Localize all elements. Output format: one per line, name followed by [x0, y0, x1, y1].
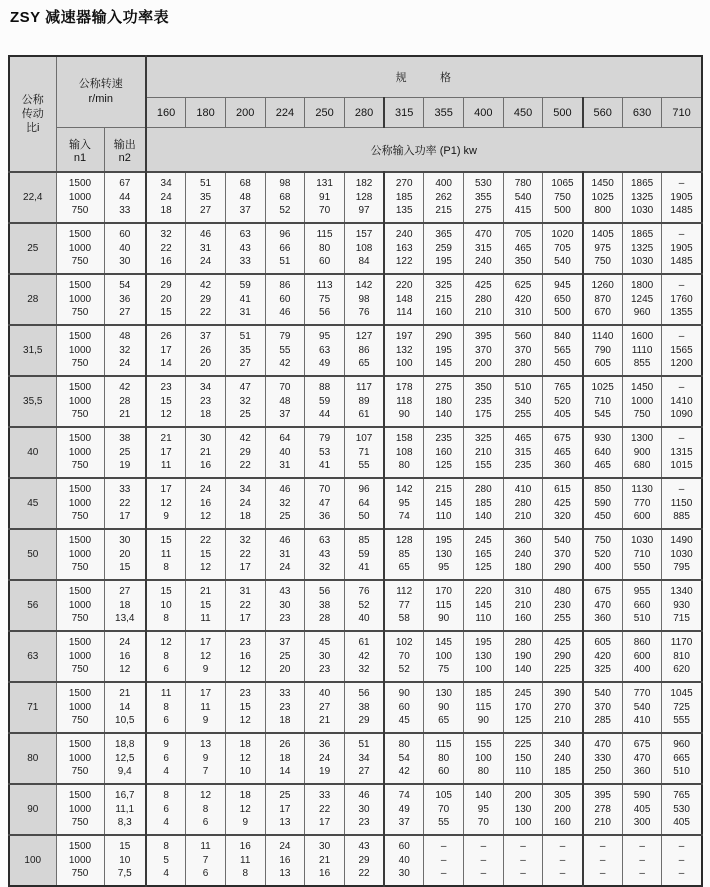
- power-value-cell: 22 15 12: [186, 529, 226, 580]
- power-value-cell: 56 38 29: [344, 682, 384, 733]
- power-value-cell: 85 59 41: [344, 529, 384, 580]
- input-speed-cell: 1500 1000 750: [56, 631, 104, 682]
- ratio-cell: 35,5: [9, 376, 56, 427]
- header-row-bottom: [9, 128, 702, 173]
- power-value-cell: 74 49 37: [384, 784, 424, 835]
- power-value-cell: 40 27 21: [305, 682, 345, 733]
- ratio-cell: 28: [9, 274, 56, 325]
- power-value-cell: 11 8 6: [146, 682, 186, 733]
- power-value-cell: – 1565 1200: [662, 325, 702, 376]
- ratio-block-row: [9, 427, 702, 478]
- power-value-cell: 127 86 65: [344, 325, 384, 376]
- power-value-cell: 350 235 175: [464, 376, 504, 427]
- output-speed-cell: 21 14 10,5: [104, 682, 146, 733]
- power-value-cell: 56 38 28: [305, 580, 345, 631]
- power-value-cell: 64 40 31: [265, 427, 305, 478]
- output-speed-cell: 38 25 19: [104, 427, 146, 478]
- output-speed-cell: 54 36 27: [104, 274, 146, 325]
- power-value-cell: 365 259 195: [424, 223, 464, 274]
- power-value-cell: 113 75 56: [305, 274, 345, 325]
- power-value-cell: 960 665 510: [662, 733, 702, 784]
- power-value-cell: 115 80 60: [305, 223, 345, 274]
- ratio-block-row: [9, 223, 702, 274]
- power-value-cell: 36 24 19: [305, 733, 345, 784]
- power-value-cell: – – –: [583, 835, 623, 886]
- power-value-cell: 131 91 70: [305, 172, 345, 223]
- power-value-cell: – – –: [543, 835, 583, 886]
- power-value-cell: 510 340 255: [503, 376, 543, 427]
- power-value-cell: 470 330 250: [583, 733, 623, 784]
- power-value-cell: 46 31 24: [186, 223, 226, 274]
- input-label: 输入: [69, 138, 91, 151]
- power-value-cell: 245 170 125: [503, 682, 543, 733]
- ratio-cell: 80: [9, 733, 56, 784]
- spec-column-header: 315: [384, 98, 424, 128]
- ratio-cell: 100: [9, 835, 56, 886]
- power-value-cell: 400 262 215: [424, 172, 464, 223]
- power-value-cell: 25 17 13: [265, 784, 305, 835]
- power-table-body: [9, 172, 702, 886]
- input-speed-cell: 1500 1000 750: [56, 325, 104, 376]
- input-speed-cell: 1500 1000 750: [56, 274, 104, 325]
- power-value-cell: 395 370 200: [464, 325, 504, 376]
- power-value-cell: 158 108 80: [384, 427, 424, 478]
- power-value-cell: 70 47 36: [305, 478, 345, 529]
- power-value-cell: 1450 1025 800: [583, 172, 623, 223]
- power-value-cell: – 1315 1015: [662, 427, 702, 478]
- power-value-cell: 290 195 145: [424, 325, 464, 376]
- power-value-cell: 605 420 325: [583, 631, 623, 682]
- power-value-cell: 625 420 310: [503, 274, 543, 325]
- power-value-cell: 275 180 140: [424, 376, 464, 427]
- power-value-cell: 76 52 40: [344, 580, 384, 631]
- power-value-cell: 540 370 285: [583, 682, 623, 733]
- spec-column-header: 200: [225, 98, 265, 128]
- power-value-cell: 80 54 42: [384, 733, 424, 784]
- ratio-header-line: 公称: [21, 94, 44, 106]
- output-speed-cell: 15 10 7,5: [104, 835, 146, 886]
- power-value-cell: 280 185 140: [464, 478, 504, 529]
- power-value-cell: – 1760 1355: [662, 274, 702, 325]
- power-value-cell: 540 370 290: [543, 529, 583, 580]
- spec-column-header: 400: [464, 98, 504, 128]
- power-value-cell: 480 230 255: [543, 580, 583, 631]
- power-value-cell: 33 22 17: [305, 784, 345, 835]
- output-speed-cell: 42 28 21: [104, 376, 146, 427]
- speed-group-header: [56, 56, 146, 128]
- power-value-cell: 51 35 27: [186, 172, 226, 223]
- power-value-cell: 1600 1110 855: [622, 325, 662, 376]
- speed-label: 公称转速: [78, 78, 123, 90]
- power-value-cell: 128 85 65: [384, 529, 424, 580]
- power-value-cell: 46 31 24: [265, 529, 305, 580]
- power-value-cell: 31 22 17: [225, 580, 265, 631]
- power-value-cell: 51 34 27: [344, 733, 384, 784]
- ratio-block-row: [9, 376, 702, 427]
- output-speed-cell: 60 40 30: [104, 223, 146, 274]
- input-speed-cell: 1500 1000 750: [56, 427, 104, 478]
- input-speed-cell: 1500 1000 750: [56, 172, 104, 223]
- input-speed-cell: 1500 1000 750: [56, 529, 104, 580]
- power-value-cell: 59 41 31: [225, 274, 265, 325]
- power-value-cell: – 1905 1485: [662, 172, 702, 223]
- power-value-cell: 43 30 23: [265, 580, 305, 631]
- power-value-cell: 42 29 22: [186, 274, 226, 325]
- power-value-cell: 860 600 400: [622, 631, 662, 682]
- output-sub-label: n2: [118, 151, 131, 164]
- ratio-block-row: [9, 580, 702, 631]
- power-value-cell: 395 278 210: [583, 784, 623, 835]
- power-value-cell: 29 20 15: [146, 274, 186, 325]
- power-value-cell: 390 270 210: [543, 682, 583, 733]
- spec-column-header: 630: [622, 98, 662, 128]
- power-value-cell: 15 10 8: [146, 580, 186, 631]
- power-value-cell: 240 163 122: [384, 223, 424, 274]
- power-value-cell: 60 40 30: [384, 835, 424, 886]
- power-value-cell: 675 465 360: [543, 427, 583, 478]
- power-value-cell: 88 59 44: [305, 376, 345, 427]
- input-speed-cell: 1500 1000 750: [56, 478, 104, 529]
- speed-unit: r/min: [88, 93, 113, 105]
- power-value-cell: 105 70 55: [424, 784, 464, 835]
- ratio-header-line: 比i: [26, 122, 40, 134]
- page-title: ZSY 减速器输入功率表: [10, 9, 170, 26]
- power-value-cell: 140 95 70: [464, 784, 504, 835]
- power-value-cell: 33 23 18: [265, 682, 305, 733]
- ratio-block-row: [9, 784, 702, 835]
- spec-column-header: 710: [662, 98, 702, 128]
- power-value-cell: 23 15 12: [146, 376, 186, 427]
- power-value-cell: 24 16 12: [186, 478, 226, 529]
- power-value-cell: 79 53 41: [305, 427, 345, 478]
- power-value-cell: 8 5 4: [146, 835, 186, 886]
- output-speed-cell: 67 44 33: [104, 172, 146, 223]
- spec-column-header: 450: [503, 98, 543, 128]
- power-value-cell: 112 77 58: [384, 580, 424, 631]
- ratio-block-row: [9, 631, 702, 682]
- table-header: [9, 56, 702, 172]
- power-value-cell: 23 15 12: [225, 682, 265, 733]
- ratio-column-header: [9, 56, 56, 172]
- power-value-cell: 930 640 465: [583, 427, 623, 478]
- ratio-cell: 45: [9, 478, 56, 529]
- ratio-cell: 90: [9, 784, 56, 835]
- power-value-cell: 107 71 55: [344, 427, 384, 478]
- power-value-cell: 1025 710 545: [583, 376, 623, 427]
- power-value-cell: 1045 725 555: [662, 682, 702, 733]
- power-value-cell: 245 165 125: [464, 529, 504, 580]
- ratio-block-row: [9, 835, 702, 886]
- power-value-cell: 340 240 185: [543, 733, 583, 784]
- power-value-cell: 42 29 22: [225, 427, 265, 478]
- power-value-cell: 45 30 23: [305, 631, 345, 682]
- spec-column-header: 280: [344, 98, 384, 128]
- ratio-block-row: [9, 274, 702, 325]
- ratio-cell: 31,5: [9, 325, 56, 376]
- input-speed-cell: 1500 1000 750: [56, 682, 104, 733]
- power-value-cell: – – –: [424, 835, 464, 886]
- power-value-cell: 1800 1245 960: [622, 274, 662, 325]
- power-value-cell: 34 24 18: [146, 172, 186, 223]
- power-value-cell: 185 115 90: [464, 682, 504, 733]
- power-value-cell: 750 520 400: [583, 529, 623, 580]
- ratio-block-row: [9, 733, 702, 784]
- power-value-cell: 90 60 45: [384, 682, 424, 733]
- power-value-cell: 1140 790 605: [583, 325, 623, 376]
- power-value-cell: 1065 750 500: [543, 172, 583, 223]
- power-value-cell: 220 148 114: [384, 274, 424, 325]
- power-value-cell: 12 8 6: [146, 631, 186, 682]
- ratio-cell: 63: [9, 631, 56, 682]
- ratio-cell: 25: [9, 223, 56, 274]
- power-value-cell: 98 68 52: [265, 172, 305, 223]
- power-value-cell: 61 42 32: [344, 631, 384, 682]
- power-value-cell: 130 90 65: [424, 682, 464, 733]
- input-sub-label: n1: [73, 151, 87, 164]
- power-value-cell: 425 280 210: [464, 274, 504, 325]
- power-value-cell: 34 23 18: [186, 376, 226, 427]
- power-value-cell: 850 590 450: [583, 478, 623, 529]
- power-value-cell: 1490 1030 795: [662, 529, 702, 580]
- power-value-cell: 11 7 6: [186, 835, 226, 886]
- input-speed-cell: 1500 1000 750: [56, 580, 104, 631]
- output-speed-cell: 48 32 24: [104, 325, 146, 376]
- power-value-cell: 23 16 12: [225, 631, 265, 682]
- power-value-cell: 465 315 235: [503, 427, 543, 478]
- power-value-cell: 46 32 25: [265, 478, 305, 529]
- power-value-cell: 142 98 76: [344, 274, 384, 325]
- input-speed-cell: 1500 1000 750: [56, 223, 104, 274]
- power-value-cell: 1340 930 715: [662, 580, 702, 631]
- ratio-cell: 71: [9, 682, 56, 733]
- power-value-cell: 235 160 125: [424, 427, 464, 478]
- spec-column-header: 224: [265, 98, 305, 128]
- ratio-cell: 56: [9, 580, 56, 631]
- power-value-cell: 1405 975 750: [583, 223, 623, 274]
- power-value-cell: 86 60 46: [265, 274, 305, 325]
- power-value-cell: 215 145 110: [424, 478, 464, 529]
- power-value-cell: 280 190 140: [503, 631, 543, 682]
- power-value-cell: 1450 1000 750: [622, 376, 662, 427]
- power-value-cell: 17 12 9: [146, 478, 186, 529]
- power-value-cell: 32 22 17: [225, 529, 265, 580]
- power-value-cell: 360 240 180: [503, 529, 543, 580]
- spec-column-header: 250: [305, 98, 345, 128]
- power-value-cell: 1030 710 550: [622, 529, 662, 580]
- output-label: 输出: [113, 138, 136, 151]
- power-value-cell: – 1410 1090: [662, 376, 702, 427]
- power-value-cell: 115 80 60: [424, 733, 464, 784]
- power-value-cell: 590 405 300: [622, 784, 662, 835]
- ratio-block-row: [9, 172, 702, 223]
- power-value-cell: 530 355 275: [464, 172, 504, 223]
- power-value-cell: 840 565 450: [543, 325, 583, 376]
- output-speed-cell: 16,7 11,1 8,3: [104, 784, 146, 835]
- power-value-cell: 15 11 8: [146, 529, 186, 580]
- power-value-cell: 43 29 22: [344, 835, 384, 886]
- power-value-cell: 18 12 9: [225, 784, 265, 835]
- power-value-cell: – 1905 1485: [662, 223, 702, 274]
- spec-column-header: 355: [424, 98, 464, 128]
- power-value-cell: 675 470 360: [622, 733, 662, 784]
- spec-column-header: 500: [543, 98, 583, 128]
- power-value-cell: 425 290 225: [543, 631, 583, 682]
- power-value-cell: 220 145 110: [464, 580, 504, 631]
- power-value-cell: 1130 770 600: [622, 478, 662, 529]
- power-value-cell: 96 64 50: [344, 478, 384, 529]
- power-value-cell: 26 17 14: [146, 325, 186, 376]
- power-value-cell: 68 48 37: [225, 172, 265, 223]
- power-value-cell: 615 425 320: [543, 478, 583, 529]
- power-value-cell: – 1150 885: [662, 478, 702, 529]
- power-unit-header: 公称输入功率 (P1) kw: [146, 128, 702, 173]
- power-value-cell: 9 6 4: [146, 733, 186, 784]
- power-value-cell: 47 32 25: [225, 376, 265, 427]
- power-value-cell: 955 660 510: [622, 580, 662, 631]
- power-value-cell: 70 48 37: [265, 376, 305, 427]
- power-value-cell: 170 115 90: [424, 580, 464, 631]
- power-value-cell: 16 11 8: [225, 835, 265, 886]
- power-value-cell: 63 43 33: [225, 223, 265, 274]
- power-value-cell: 30 21 16: [186, 427, 226, 478]
- spec-group-header: 规 格: [146, 56, 702, 98]
- power-value-cell: 225 150 110: [503, 733, 543, 784]
- spec-column-header: 180: [186, 98, 226, 128]
- power-value-cell: 95 63 49: [305, 325, 345, 376]
- power-value-cell: 770 540 410: [622, 682, 662, 733]
- power-value-cell: 270 185 135: [384, 172, 424, 223]
- ratio-block-row: [9, 478, 702, 529]
- power-value-cell: 142 95 74: [384, 478, 424, 529]
- power-value-cell: 13 9 7: [186, 733, 226, 784]
- power-value-cell: 17 12 9: [186, 631, 226, 682]
- output-speed-cell: 27 18 13,4: [104, 580, 146, 631]
- power-value-cell: 21 17 11: [146, 427, 186, 478]
- ratio-block-row: [9, 529, 702, 580]
- power-value-cell: 145 100 75: [424, 631, 464, 682]
- input-speed-header: [56, 128, 104, 173]
- power-value-cell: 1020 705 540: [543, 223, 583, 274]
- ratio-block-row: [9, 682, 702, 733]
- power-value-cell: – – –: [662, 835, 702, 886]
- power-value-cell: – – –: [503, 835, 543, 886]
- power-value-cell: 1170 810 620: [662, 631, 702, 682]
- power-value-cell: 560 370 280: [503, 325, 543, 376]
- power-value-cell: 37 26 20: [186, 325, 226, 376]
- ratio-header-line: 传动: [21, 108, 44, 120]
- power-value-cell: 705 465 350: [503, 223, 543, 274]
- power-value-cell: 18 12 10: [225, 733, 265, 784]
- ratio-cell: 22,4: [9, 172, 56, 223]
- output-speed-cell: 24 16 12: [104, 631, 146, 682]
- spec-column-header: 560: [583, 98, 623, 128]
- power-value-cell: 325 210 155: [464, 427, 504, 478]
- power-value-cell: 765 530 405: [662, 784, 702, 835]
- power-value-cell: 310 210 160: [503, 580, 543, 631]
- power-value-cell: – – –: [464, 835, 504, 886]
- output-speed-cell: 18,8 12,5 9,4: [104, 733, 146, 784]
- power-value-cell: 1865 1325 1030: [622, 223, 662, 274]
- power-value-cell: 1300 900 680: [622, 427, 662, 478]
- power-value-cell: 63 43 32: [305, 529, 345, 580]
- power-value-cell: 155 100 80: [464, 733, 504, 784]
- power-value-cell: 178 118 90: [384, 376, 424, 427]
- power-value-cell: 157 108 84: [344, 223, 384, 274]
- power-value-cell: 30 21 16: [305, 835, 345, 886]
- power-value-cell: 46 30 23: [344, 784, 384, 835]
- power-value-cell: – – –: [622, 835, 662, 886]
- power-value-cell: 102 70 52: [384, 631, 424, 682]
- power-value-cell: 470 315 240: [464, 223, 504, 274]
- power-value-cell: 24 16 13: [265, 835, 305, 886]
- power-value-cell: 945 650 500: [543, 274, 583, 325]
- ratio-cell: 40: [9, 427, 56, 478]
- input-speed-cell: 1500 1000 750: [56, 733, 104, 784]
- power-value-cell: 182 128 97: [344, 172, 384, 223]
- output-speed-cell: 33 22 17: [104, 478, 146, 529]
- power-value-cell: 195 130 100: [464, 631, 504, 682]
- power-value-cell: 1865 1325 1030: [622, 172, 662, 223]
- power-value-cell: 8 6 4: [146, 784, 186, 835]
- power-value-cell: 117 89 61: [344, 376, 384, 427]
- power-value-cell: 675 470 360: [583, 580, 623, 631]
- output-speed-cell: 30 20 15: [104, 529, 146, 580]
- power-value-cell: 96 66 51: [265, 223, 305, 274]
- power-value-cell: 32 22 16: [146, 223, 186, 274]
- power-value-cell: 410 280 210: [503, 478, 543, 529]
- power-value-cell: 200 130 100: [503, 784, 543, 835]
- power-value-cell: 79 55 42: [265, 325, 305, 376]
- ratio-cell: 50: [9, 529, 56, 580]
- header-row-top: [9, 56, 702, 98]
- power-value-cell: 325 215 160: [424, 274, 464, 325]
- power-value-cell: 305 200 160: [543, 784, 583, 835]
- power-value-cell: 17 11 9: [186, 682, 226, 733]
- output-speed-header: [104, 128, 146, 173]
- power-value-cell: 195 130 95: [424, 529, 464, 580]
- power-value-cell: 34 24 18: [225, 478, 265, 529]
- power-table: [8, 55, 703, 887]
- input-speed-cell: 1500 1000 750: [56, 376, 104, 427]
- power-value-cell: 780 540 415: [503, 172, 543, 223]
- power-value-cell: 51 35 27: [225, 325, 265, 376]
- power-value-cell: 1260 870 670: [583, 274, 623, 325]
- power-value-cell: 765 520 405: [543, 376, 583, 427]
- power-value-cell: 21 15 11: [186, 580, 226, 631]
- power-value-cell: 197 132 100: [384, 325, 424, 376]
- power-value-cell: 37 25 20: [265, 631, 305, 682]
- input-speed-cell: 1500 1000 750: [56, 784, 104, 835]
- power-value-cell: 12 8 6: [186, 784, 226, 835]
- spec-column-header: 160: [146, 98, 186, 128]
- input-speed-cell: 1500 1000 750: [56, 835, 104, 886]
- power-value-cell: 26 18 14: [265, 733, 305, 784]
- ratio-block-row: [9, 325, 702, 376]
